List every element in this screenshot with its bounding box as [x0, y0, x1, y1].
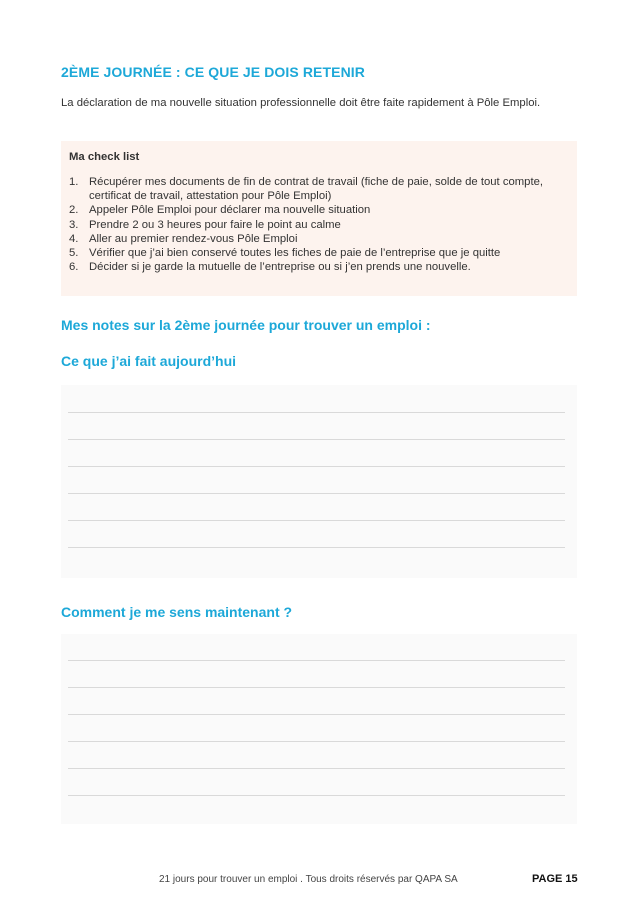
- notes-heading: Mes notes sur la 2ème journée pour trouver un emploi :: [61, 317, 431, 333]
- section-heading-feeling: Comment je me sens maintenant ?: [61, 604, 293, 620]
- page-number: PAGE 15: [532, 873, 578, 885]
- checklist-item-number: 4.: [69, 232, 79, 245]
- checklist-box: [61, 141, 577, 296]
- checklist-item-number: 6.: [69, 261, 79, 274]
- checklist-item-text: Décider si je garde la mutuelle de l’entreprise ou si j’en prends une nouvelle.: [89, 261, 471, 274]
- checklist-item-text: Prendre 2 ou 3 heures pour faire le point au calme: [89, 218, 341, 231]
- checklist-item-number: 1.: [69, 176, 79, 188]
- checklist-item-number: 2.: [69, 204, 79, 217]
- intro-paragraph: La déclaration de ma nouvelle situation professionnelle doit être faite rapidement à Pôle Emploi.: [61, 97, 541, 109]
- checklist-item: [69, 203, 569, 217]
- checklist-item: [69, 246, 569, 260]
- notes-area-today[interactable]: [61, 385, 577, 578]
- writing-line: [68, 439, 565, 440]
- checklist-item: [69, 175, 569, 203]
- checklist-item-number: 3.: [69, 218, 79, 231]
- writing-line: [68, 714, 565, 715]
- writing-line: [68, 466, 565, 467]
- checklist-item-text: Vérifier que j’ai bien conservé toutes les fiches de paie de l’entreprise que je quitte: [89, 247, 501, 260]
- page-title: 2ÈME JOURNÉE : CE QUE JE DOIS RETENIR: [61, 64, 365, 80]
- writing-line: [68, 493, 565, 494]
- writing-line: [68, 547, 565, 548]
- section-heading-today: Ce que j’ai fait aujourd’hui: [61, 353, 237, 369]
- checklist-list: [69, 175, 569, 274]
- checklist-item-text: Aller au premier rendez-vous Pôle Emploi: [89, 232, 298, 245]
- checklist-item-text: Récupérer mes documents de fin de contrat de travail (fiche de paie, solde de tout compte, certificat de travail, attestation pour Pôle Emploi): [89, 176, 544, 203]
- writing-line: [68, 520, 565, 521]
- writing-line: [68, 795, 565, 796]
- footer-text: 21 jours pour trouver un emploi . Tous droits réservés par QAPA SA: [159, 874, 458, 885]
- checklist-item-text: Appeler Pôle Emploi pour déclarer ma nouvelle situation: [89, 204, 371, 217]
- writing-line: [68, 741, 565, 742]
- checklist-title: Ma check list: [69, 151, 140, 163]
- writing-line: [68, 660, 565, 661]
- writing-line: [68, 412, 565, 413]
- notes-area-feeling[interactable]: [61, 634, 577, 824]
- checklist-item-number: 5.: [69, 247, 79, 260]
- checklist-item: [69, 218, 569, 232]
- checklist-item: [69, 232, 569, 246]
- writing-line: [68, 687, 565, 688]
- checklist-item: [69, 260, 569, 274]
- writing-line: [68, 768, 565, 769]
